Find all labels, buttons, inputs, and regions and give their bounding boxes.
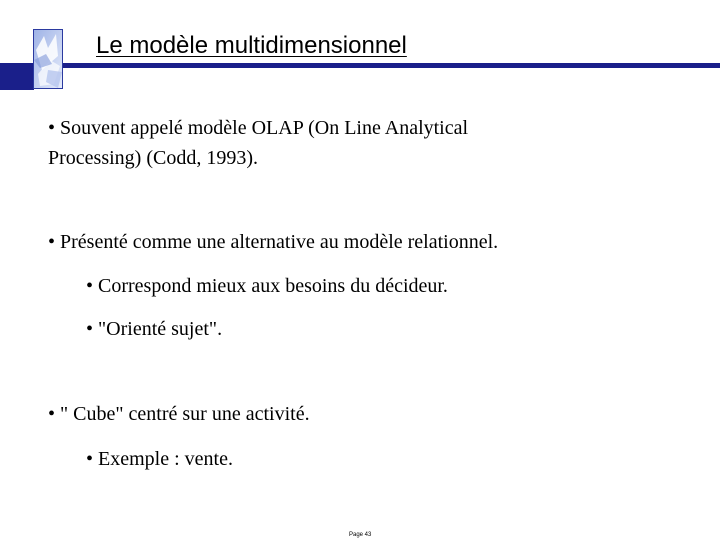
header-rule [0,63,720,68]
bullet-olap-line2: Processing) (Codd, 1993). [48,147,258,169]
page-number: Page 43 [349,532,372,538]
bullet-cube: • " Cube" centré sur une activité. [48,403,310,425]
abstract-blue-logo-icon [33,29,63,89]
sub-bullet-oriente-sujet: • "Orienté sujet". [86,318,223,340]
bullet-olap-line1: • Souvent appelé modèle OLAP (On Line Analytical [48,117,469,139]
header-rule-left-block [0,63,34,90]
slide-title-text: Le modèle multidimensionnel [96,32,407,59]
bullet-alternative: • Présenté comme une alternative au modèle relationnel. [48,231,499,253]
slide-title [96,30,407,62]
sub-bullet-decideur: • Correspond mieux aux besoins du décideur. [86,275,448,297]
sub-bullet-exemple: • Exemple : vente. [86,448,233,470]
